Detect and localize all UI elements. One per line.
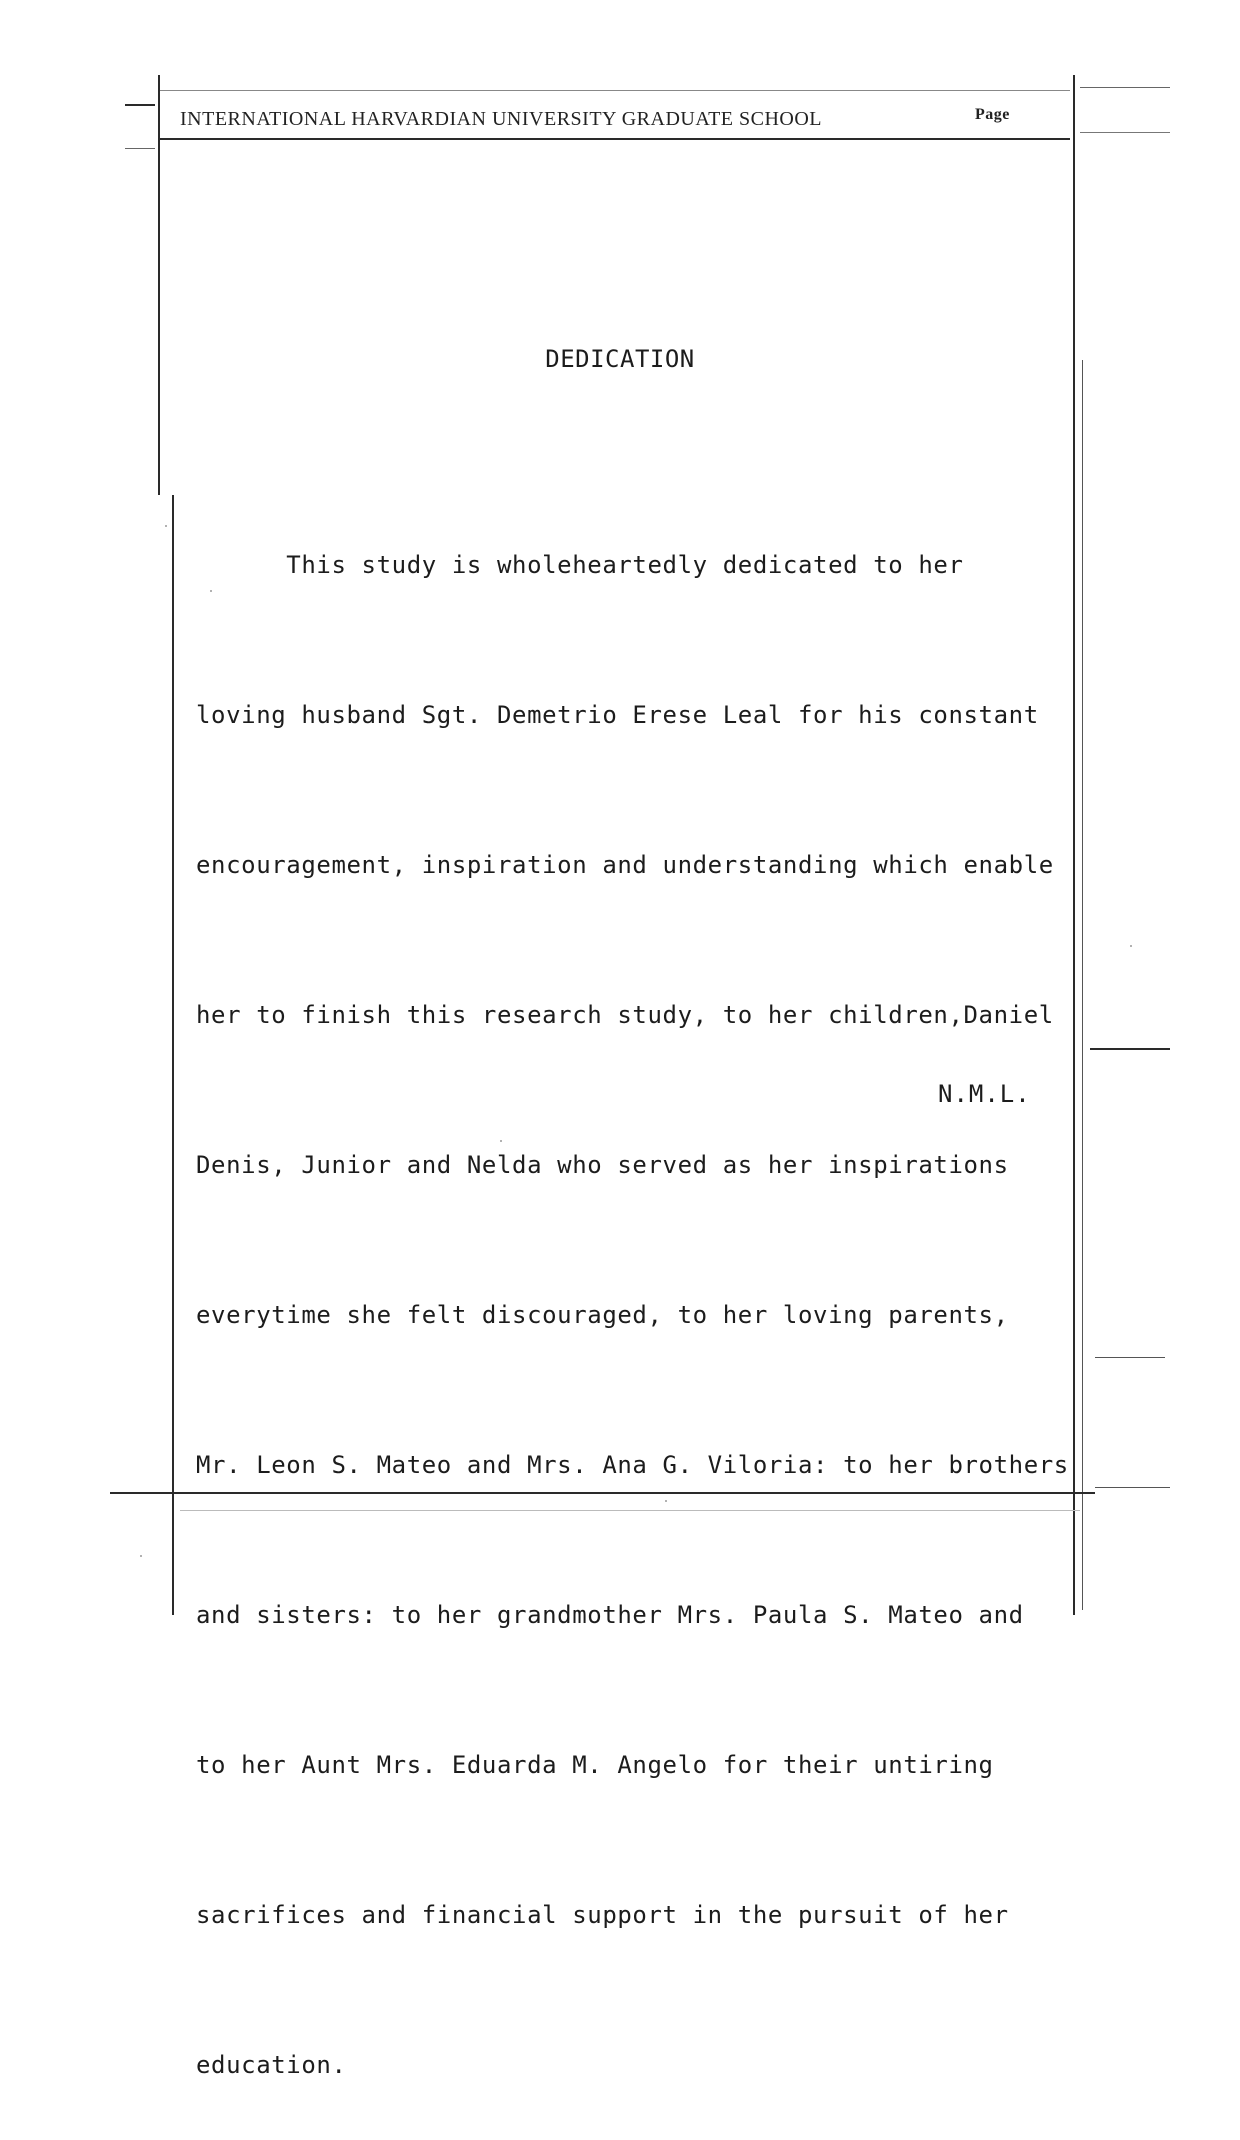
paragraph-line: to her Aunt Mrs. Eduarda M. Angelo for their untiring bbox=[196, 1751, 994, 1779]
speck bbox=[140, 1555, 142, 1557]
right-stub-rule-2 bbox=[1080, 132, 1170, 133]
paragraph-line: and sisters: to her grandmother Mrs. Paula S. Mateo and bbox=[196, 1601, 1024, 1629]
paragraph-line: everytime she felt discouraged, to her loving parents, bbox=[196, 1301, 1009, 1329]
signature-initials: N.M.L. bbox=[938, 1080, 1031, 1108]
paragraph-line: sacrifices and financial support in the pursuit of her bbox=[196, 1901, 1009, 1929]
paragraph-line: This study is wholeheartedly dedicated to her bbox=[196, 551, 964, 579]
paragraph-line: loving husband Sgt. Demetrio Erese Leal for his constant bbox=[196, 701, 1039, 729]
speck bbox=[1130, 945, 1132, 947]
left-border-lower bbox=[172, 495, 174, 1615]
right-stub-rule-4 bbox=[1095, 1357, 1165, 1358]
paragraph-line: Denis, Junior and Nelda who served as her inspirations bbox=[196, 1151, 1009, 1179]
right-stub-rule-3 bbox=[1090, 1048, 1170, 1050]
page-title: DEDICATION bbox=[545, 345, 695, 373]
paragraph-line: education. bbox=[196, 2051, 347, 2079]
left-border-upper bbox=[158, 75, 160, 495]
right-stub-rule-5 bbox=[1095, 1487, 1170, 1488]
paragraph-line: encouragement, inspiration and understanding which enable bbox=[196, 851, 1054, 879]
running-header bbox=[180, 108, 1040, 142]
page-label: Page bbox=[975, 106, 1010, 123]
paragraph-line: her to finish this research study, to her children,Daniel bbox=[196, 1001, 1054, 1029]
paragraph-line: Mr. Leon S. Mateo and Mrs. Ana G. Viloria: to her brothers bbox=[196, 1451, 1069, 1479]
school-name: INTERNATIONAL HARVARDIAN UNIVERSITY GRADUATE SCHOOL bbox=[180, 108, 823, 130]
top-left-stub-rule bbox=[125, 104, 155, 106]
right-stub-rule-1 bbox=[1080, 87, 1170, 88]
header-top-rule bbox=[160, 90, 1070, 91]
speck bbox=[165, 525, 167, 527]
dedication-paragraph bbox=[196, 440, 1096, 2140]
left-stub-rule-2 bbox=[125, 148, 155, 149]
